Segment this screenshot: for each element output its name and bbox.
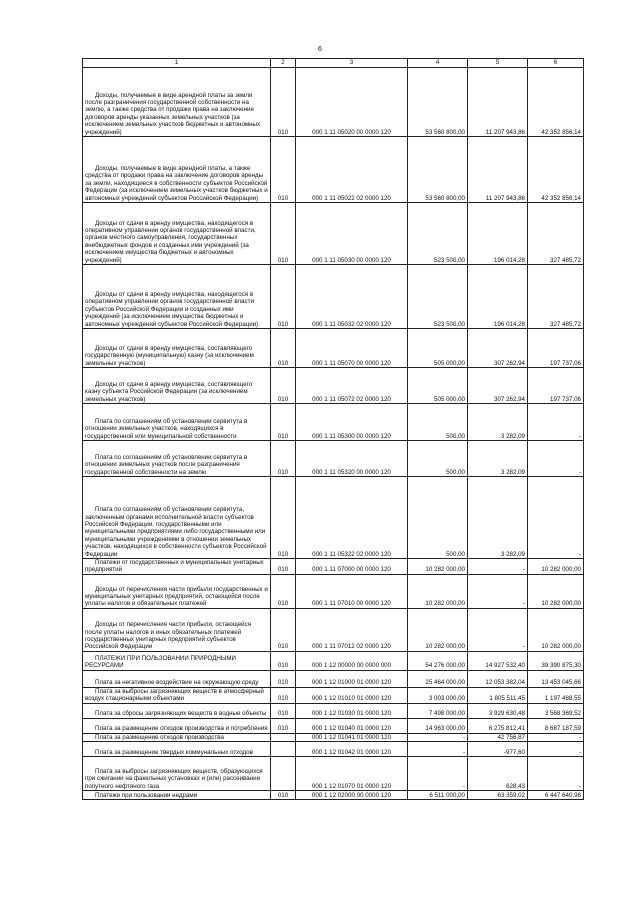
row-kbk-cell: 000 1 12 00000 00 0000 000 bbox=[296, 651, 408, 670]
row-kbk-cell: 000 1 12 01041 01 0000 120 bbox=[296, 733, 408, 741]
row-plan-cell: 500,00 bbox=[408, 404, 468, 441]
row-plan-cell: 53 560 800,00 bbox=[408, 137, 468, 203]
table-row bbox=[83, 203, 584, 265]
row-code-cell: 010 bbox=[271, 670, 296, 687]
row-code-cell: 010 bbox=[271, 137, 296, 203]
row-kbk-cell: 000 1 11 05032 02 0000 120 bbox=[296, 265, 408, 329]
row-code-cell: 010 bbox=[271, 203, 296, 265]
row-executed-cell: 6 275 812,41 bbox=[468, 718, 528, 733]
row-executed-cell: 196 014,28 bbox=[468, 203, 528, 265]
row-code-cell bbox=[271, 757, 296, 791]
row-kbk-cell: 000 1 11 05072 02 0000 120 bbox=[296, 368, 408, 404]
row-remaining-cell: - bbox=[528, 733, 584, 741]
table-row bbox=[83, 441, 584, 477]
row-kbk-cell: 000 1 12 01042 01 0000 120 bbox=[296, 742, 408, 757]
column-header: 2 bbox=[271, 59, 296, 68]
row-name-cell: Доходы от перечисления части прибыли государственных и муниципальных унитарных предприятий, остающейся после уплаты налогов и обязательных платежей bbox=[83, 574, 271, 608]
row-name-cell: Доходы от сдачи в аренду имущества, находящегося в оперативном управлении органов государственной власти субъектов Российской Федерации и созданных ими учреждений (за исключением имущества бюджетных и автономных учреждений субъектов Российской Федерации) bbox=[83, 265, 271, 329]
row-name-cell: Доходы, получаемые в виде арендной платы за земли после разграничения государственной собственности на землю, а также средства от продажи права на заключение договоров аренды указанных земельных участков (за исключением земельных участков бюджетных и автономных учреждений) bbox=[83, 68, 271, 137]
row-name-cell: Доходы от сдачи в аренду имущества, находящегося в оперативном управлении органов государственной власти, органов местного самоуправления, государственных внебюджетных фондов и созданных ими учреждений (за исключением имущества бюджетных и автономных учреждений) bbox=[83, 203, 271, 265]
row-code-cell bbox=[271, 742, 296, 757]
row-code-cell: 010 bbox=[271, 68, 296, 137]
row-name-cell: Плата за сбросы загрязняющих веществ в водные объекты bbox=[83, 703, 271, 718]
column-header: 6 bbox=[528, 59, 584, 68]
row-code-cell: 010 bbox=[271, 791, 296, 800]
table-row bbox=[83, 137, 584, 203]
row-remaining-cell: - bbox=[528, 477, 584, 559]
row-plan-cell: 505 000,00 bbox=[408, 368, 468, 404]
row-kbk-cell: 000 1 11 05070 00 0000 120 bbox=[296, 329, 408, 368]
table-row bbox=[83, 265, 584, 329]
row-remaining-cell: 13 453 045,66 bbox=[528, 670, 584, 687]
row-kbk-cell: 000 1 11 05320 00 0000 120 bbox=[296, 441, 408, 477]
row-executed-cell: 42 756,87 bbox=[468, 733, 528, 741]
row-code-cell: 010 bbox=[271, 441, 296, 477]
row-kbk-cell: 000 1 11 05022 02 0000 120 bbox=[296, 137, 408, 203]
row-executed-cell: 3 282,09 bbox=[468, 404, 528, 441]
row-remaining-cell: 6 447 640,98 bbox=[528, 791, 584, 800]
row-plan-cell: 7 498 000,00 bbox=[408, 703, 468, 718]
row-remaining-cell: 10 282 000,00 bbox=[528, 559, 584, 575]
row-remaining-cell: 327 485,72 bbox=[528, 265, 584, 329]
row-kbk-cell: 000 1 11 05322 02 0000 120 bbox=[296, 477, 408, 559]
column-header: 4 bbox=[408, 59, 468, 68]
row-code-cell: 010 bbox=[271, 574, 296, 608]
row-name-cell: Плата за выбросы загрязняющих веществ, образующихся при сжигании на факельных установках и (или) рассеивании попутного нефтяного газа bbox=[83, 757, 271, 791]
row-plan-cell: 10 282 000,00 bbox=[408, 559, 468, 575]
row-remaining-cell: 197 737,06 bbox=[528, 368, 584, 404]
row-remaining-cell: - bbox=[528, 757, 584, 791]
row-kbk-cell: 000 1 12 01000 01 0000 120 bbox=[296, 670, 408, 687]
row-kbk-cell: 000 1 12 01070 01 0000 120 bbox=[296, 757, 408, 791]
row-remaining-cell: 39 390 875,30 bbox=[528, 651, 584, 670]
row-name-cell: ПЛАТЕЖИ ПРИ ПОЛЬЗОВАНИИ ПРИРОДНЫМИ РЕСУРСАМИ bbox=[83, 651, 271, 670]
row-plan-cell: - bbox=[408, 742, 468, 757]
row-kbk-cell: 000 1 12 01030 01 0000 120 bbox=[296, 703, 408, 718]
row-executed-cell: 1 805 511,45 bbox=[468, 687, 528, 703]
row-executed-cell: -977,60 bbox=[468, 742, 528, 757]
row-remaining-cell: 3 568 369,52 bbox=[528, 703, 584, 718]
row-name-cell: Плата за размещение твердых коммунальных отходов bbox=[83, 742, 271, 757]
row-code-cell: 010 bbox=[271, 718, 296, 733]
table-row bbox=[83, 670, 584, 687]
row-name-cell: Плата по соглашениям об установлении сервитута в отношении земельных участков после разграничения государственной собственности на землю bbox=[83, 441, 271, 477]
row-name-cell: Доходы от перечисления части прибыли, остающейся после уплаты налогов и иных обязательных платежей государственных унитарных предприятий субъектов Российской Федерации bbox=[83, 608, 271, 651]
row-remaining-cell: 42 352 856,14 bbox=[528, 137, 584, 203]
row-executed-cell: - bbox=[468, 608, 528, 651]
row-plan-cell: 500,00 bbox=[408, 441, 468, 477]
row-code-cell: 010 bbox=[271, 404, 296, 441]
column-number-row bbox=[83, 59, 584, 68]
row-executed-cell: 11 207 943,86 bbox=[468, 137, 528, 203]
row-name-cell: Платежи при пользовании недрами bbox=[83, 791, 271, 800]
row-kbk-cell: 000 1 11 05020 00 0000 120 bbox=[296, 68, 408, 137]
row-code-cell: 010 bbox=[271, 608, 296, 651]
row-executed-cell: 307 262,94 bbox=[468, 329, 528, 368]
row-executed-cell: 12 053 382,04 bbox=[468, 670, 528, 687]
row-executed-cell: - bbox=[468, 559, 528, 575]
row-executed-cell: 11 207 943,86 bbox=[468, 68, 528, 137]
table-row bbox=[83, 791, 584, 800]
table-row bbox=[83, 757, 584, 791]
row-remaining-cell: 10 282 000,00 bbox=[528, 608, 584, 651]
row-plan-cell: - bbox=[408, 733, 468, 741]
row-code-cell bbox=[271, 733, 296, 741]
table-row bbox=[83, 608, 584, 651]
row-code-cell: 010 bbox=[271, 265, 296, 329]
row-code-cell: 010 bbox=[271, 651, 296, 670]
row-code-cell: 010 bbox=[271, 559, 296, 575]
row-plan-cell: 10 282 000,00 bbox=[408, 574, 468, 608]
row-remaining-cell: 1 197 488,55 bbox=[528, 687, 584, 703]
row-executed-cell: 628,43 bbox=[468, 757, 528, 791]
table-row bbox=[83, 368, 584, 404]
table-row bbox=[83, 477, 584, 559]
table-row bbox=[83, 559, 584, 575]
row-executed-cell: 3 282,09 bbox=[468, 441, 528, 477]
row-plan-cell: 523 500,00 bbox=[408, 265, 468, 329]
row-name-cell: Плата за размещение отходов производства и потребления bbox=[83, 718, 271, 733]
row-executed-cell: - bbox=[468, 574, 528, 608]
row-kbk-cell: 000 1 11 07000 00 0000 120 bbox=[296, 559, 408, 575]
table-row bbox=[83, 733, 584, 741]
table-row bbox=[83, 687, 584, 703]
row-remaining-cell: 327 485,72 bbox=[528, 203, 584, 265]
row-remaining-cell: - bbox=[528, 742, 584, 757]
table-row bbox=[83, 651, 584, 670]
row-code-cell: 010 bbox=[271, 703, 296, 718]
row-remaining-cell: 197 737,06 bbox=[528, 329, 584, 368]
row-name-cell: Плата за размещение отходов производства bbox=[83, 733, 271, 741]
row-plan-cell: 523 500,00 bbox=[408, 203, 468, 265]
row-remaining-cell: 42 352 856,14 bbox=[528, 68, 584, 137]
row-plan-cell: 500,00 bbox=[408, 477, 468, 559]
table-row bbox=[83, 574, 584, 608]
row-executed-cell: 196 014,28 bbox=[468, 265, 528, 329]
row-kbk-cell: 000 1 11 07010 00 0000 120 bbox=[296, 574, 408, 608]
table-row bbox=[83, 703, 584, 718]
row-plan-cell: 3 003 000,00 bbox=[408, 687, 468, 703]
row-name-cell: Платежи от государственных и муниципальных унитарных предприятий bbox=[83, 559, 271, 575]
column-header: 1 bbox=[83, 59, 271, 68]
row-kbk-cell: 000 1 11 05030 00 0000 120 bbox=[296, 203, 408, 265]
table-row bbox=[83, 68, 584, 137]
row-plan-cell: 10 282 000,00 bbox=[408, 608, 468, 651]
table-row bbox=[83, 742, 584, 757]
row-kbk-cell: 000 1 11 05300 00 0000 120 bbox=[296, 404, 408, 441]
row-name-cell: Доходы, получаемые в виде арендной платы, а также средства от продажи права на заключение договоров аренды за земли, находящиеся в собственности субъектов Российской Федерации (за исключением земельных участков бюджетных и автономных учреждений субъектов Российской Федерации) bbox=[83, 137, 271, 203]
row-name-cell: Плата по соглашениям об установлении сервитута, заключенным органами исполнительной власти субъектов Российской Федерации, государственными или муниципальными предприятиями либо государственными или муниципальными учреждениями в отношении земельных участков, находящихся в собственности субъектов Российской Федерации bbox=[83, 477, 271, 559]
row-plan-cell: 25 464 000,00 bbox=[408, 670, 468, 687]
row-name-cell: Плата за негативное воздействие на окружающую среду bbox=[83, 670, 271, 687]
row-plan-cell: 6 511 000,00 bbox=[408, 791, 468, 800]
row-plan-cell: 14 963 000,00 bbox=[408, 718, 468, 733]
row-code-cell: 010 bbox=[271, 329, 296, 368]
row-kbk-cell: 000 1 11 07012 02 0000 120 bbox=[296, 608, 408, 651]
row-name-cell: Доходы от сдачи в аренду имущества, составляющего казну субъекта Российской Федерации (за исключением земельных участков) bbox=[83, 368, 271, 404]
row-plan-cell: 53 560 800,00 bbox=[408, 68, 468, 137]
row-kbk-cell: 000 1 12 01010 01 0000 120 bbox=[296, 687, 408, 703]
row-executed-cell: 307 262,94 bbox=[468, 368, 528, 404]
column-header: 3 bbox=[296, 59, 408, 68]
row-remaining-cell: - bbox=[528, 441, 584, 477]
row-name-cell: Плата по соглашениям об установлении сервитута в отношении земельных участков, находящихся в государственной или муниципальной собственности bbox=[83, 404, 271, 441]
row-executed-cell: 3 282,09 bbox=[468, 477, 528, 559]
row-remaining-cell: 8 687 187,59 bbox=[528, 718, 584, 733]
row-name-cell: Плата за выбросы загрязняющих веществ в атмосферный воздух стационарными объектами bbox=[83, 687, 271, 703]
row-remaining-cell: 10 282 000,00 bbox=[528, 574, 584, 608]
revenue-table bbox=[82, 58, 584, 800]
row-plan-cell: 505 000,00 bbox=[408, 329, 468, 368]
row-executed-cell: 63 359,02 bbox=[468, 791, 528, 800]
row-plan-cell: 54 276 000,00 bbox=[408, 651, 468, 670]
row-kbk-cell: 000 1 12 01040 01 0000 120 bbox=[296, 718, 408, 733]
row-kbk-cell: 000 1 12 02000 00 0000 120 bbox=[296, 791, 408, 800]
table-body bbox=[83, 68, 584, 800]
row-code-cell: 010 bbox=[271, 687, 296, 703]
row-code-cell: 010 bbox=[271, 368, 296, 404]
table-row bbox=[83, 329, 584, 368]
row-plan-cell: - bbox=[408, 757, 468, 791]
row-remaining-cell: - bbox=[528, 404, 584, 441]
row-executed-cell: 3 929 630,48 bbox=[468, 703, 528, 718]
row-code-cell: 010 bbox=[271, 477, 296, 559]
row-name-cell: Доходы от сдачи в аренду имущества, составляющего государственную (муниципальную) казну (за исключением земельных участков) bbox=[83, 329, 271, 368]
page-number: 6 bbox=[318, 46, 322, 53]
table-row bbox=[83, 718, 584, 733]
column-header: 5 bbox=[468, 59, 528, 68]
row-executed-cell: 14 927 532,40 bbox=[468, 651, 528, 670]
table-row bbox=[83, 404, 584, 441]
